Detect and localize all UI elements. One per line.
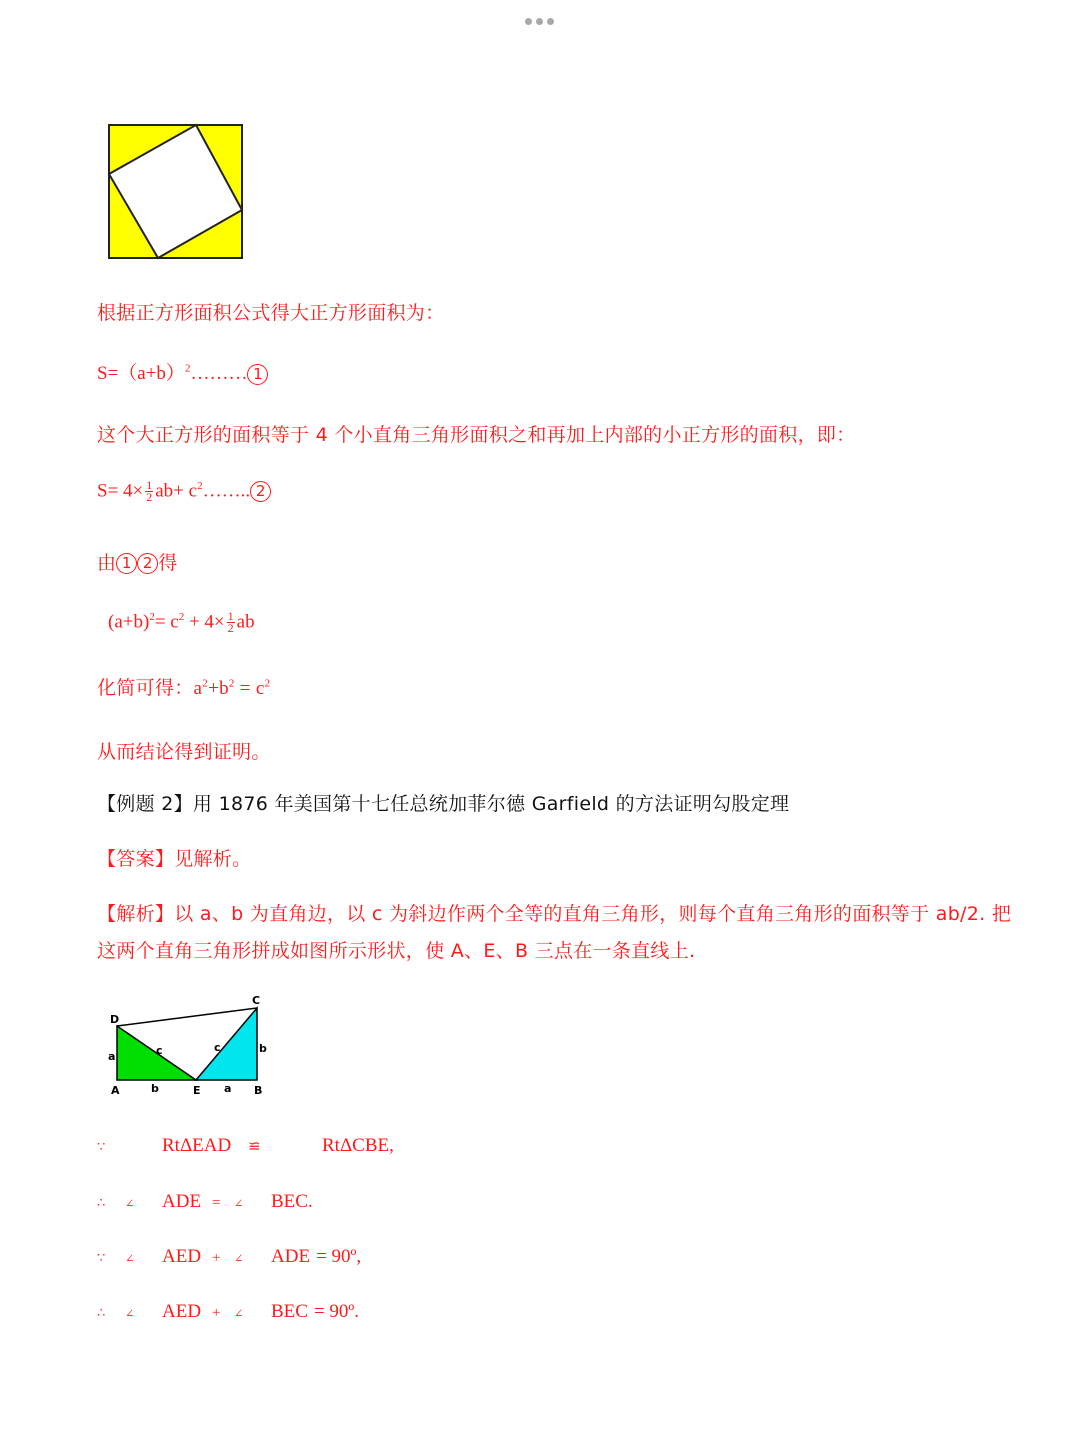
proof-right: BEC. xyxy=(271,1191,313,1212)
square-in-square-figure xyxy=(106,122,246,262)
area-sum-text: 这个大正方形的面积等于 4 个小直角三角形面积之和再加上内部的小正方形的面积，即： xyxy=(97,424,856,446)
proof-tail: = 90º, xyxy=(316,1246,362,1267)
simplify-eq: = c xyxy=(234,678,265,699)
formula-1-text: S=（a+b） xyxy=(97,363,185,384)
combine-text xyxy=(97,548,178,575)
formula-3 xyxy=(108,611,255,634)
formula-2-dots: …….. xyxy=(202,480,251,502)
formula-2 xyxy=(97,480,271,503)
garfield-trapezoid-figure xyxy=(100,988,280,1100)
proof-line xyxy=(97,1135,394,1157)
label-D: D xyxy=(110,1013,120,1026)
proof-right: RtΔCBE, xyxy=(322,1135,394,1156)
label-b-bottom: b xyxy=(151,1082,159,1095)
proof-angle: ∠ xyxy=(125,1253,135,1265)
proof-left: AED xyxy=(162,1301,202,1322)
proof-operator: + xyxy=(212,1250,221,1266)
label-E: E xyxy=(193,1084,201,1097)
proof-operator: + xyxy=(212,1305,221,1321)
proof-angle: ∠ xyxy=(234,1308,244,1320)
label-a-bottom: a xyxy=(224,1082,232,1095)
right-triangle xyxy=(196,1008,257,1080)
formula-2-mid: ab+ c xyxy=(155,480,198,502)
circled-number-2: 2 xyxy=(250,481,271,502)
formula-1-dots: ……… xyxy=(190,363,248,384)
more-dots-icon[interactable] xyxy=(525,10,558,29)
circled-number-2b: 2 xyxy=(137,553,158,574)
formula-3-exp-1: 2 xyxy=(149,611,155,623)
combine-prefix: 由 xyxy=(97,552,117,574)
proof-operator: ≌ xyxy=(248,1139,261,1155)
fraction-half-2: $\frac{1}{2}$ xyxy=(227,609,234,636)
proof-operator: = xyxy=(212,1195,221,1211)
proof-line xyxy=(97,1301,359,1323)
formula-1 xyxy=(97,358,268,385)
formula-2-prefix: S= 4× xyxy=(97,480,144,502)
proof-angle: ∠ xyxy=(125,1198,135,1210)
proof-left: AED xyxy=(162,1246,202,1267)
simplify-prefix: 化简可得： xyxy=(97,677,194,699)
proof-angle: ∠ xyxy=(125,1308,135,1320)
label-A: A xyxy=(111,1084,120,1097)
proof-angle: ∠ xyxy=(234,1198,244,1210)
circled-number-1b: 1 xyxy=(116,553,137,574)
formula-3-prefix: (a+b) xyxy=(108,611,150,633)
formula-3-mid: = c xyxy=(154,611,179,633)
area-intro-text: 根据正方形面积公式得大正方形面积为： xyxy=(97,302,445,324)
proof-symbol: ∵ xyxy=(97,1250,106,1265)
label-c-right: c xyxy=(214,1041,221,1054)
formula-3-mid2: + 4× xyxy=(184,611,225,633)
proof-symbol: ∴ xyxy=(97,1195,106,1210)
simplify-a-exp: 2 xyxy=(202,677,209,690)
simplify-b-exp: 2 xyxy=(228,677,235,690)
label-c-left: c xyxy=(156,1044,163,1057)
proof-symbol: ∴ xyxy=(97,1305,106,1320)
analysis-line-1: 【解析】以 a、b 为直角边，以 c 为斜边作两个全等的直角三角形，则每个直角三角形的面积等于 ab/2. 把 xyxy=(97,903,1012,925)
simplify-line xyxy=(97,673,270,700)
simplify-b: +b xyxy=(208,678,229,699)
answer-text: 【答案】见解析。 xyxy=(97,848,252,870)
proof-right: BEC xyxy=(271,1301,308,1322)
combine-suffix: 得 xyxy=(158,552,178,574)
label-B: B xyxy=(254,1084,263,1097)
label-a-left: a xyxy=(108,1050,116,1063)
proof-angle: ∠ xyxy=(234,1253,244,1265)
example-2-title: 【例题 2】用 1876 年美国第十七任总统加菲尔德 Garfield 的方法证明勾股定理 xyxy=(97,793,790,815)
top-segment xyxy=(117,1008,257,1026)
proof-line xyxy=(97,1191,313,1213)
circled-number-1: 1 xyxy=(247,364,268,385)
proof-tail: = 90º. xyxy=(313,1301,360,1322)
proof-left: RtΔEAD xyxy=(162,1135,232,1156)
formula-1-exponent: 2 xyxy=(184,362,191,375)
simplify-a: a xyxy=(193,678,203,699)
formula-3-exp-2: 2 xyxy=(178,611,185,623)
formula-2-exponent: 2 xyxy=(197,480,203,492)
proof-left: ADE xyxy=(162,1191,202,1212)
proof-right: ADE xyxy=(271,1246,311,1267)
proof-symbol: ∵ xyxy=(97,1139,106,1154)
simplify-c-exp: 2 xyxy=(264,677,271,690)
analysis-line-2: 这两个直角三角形拼成如图所示形状，使 A、E、B 三点在一条直线上. xyxy=(97,940,696,962)
fraction-half: $\frac{1}{2}$ xyxy=(146,478,153,505)
label-b-right: b xyxy=(259,1042,267,1055)
proof-line xyxy=(97,1246,361,1268)
label-C: C xyxy=(252,994,261,1007)
formula-3-suffix: ab xyxy=(236,611,255,633)
conclusion-text: 从而结论得到证明。 xyxy=(97,741,271,763)
